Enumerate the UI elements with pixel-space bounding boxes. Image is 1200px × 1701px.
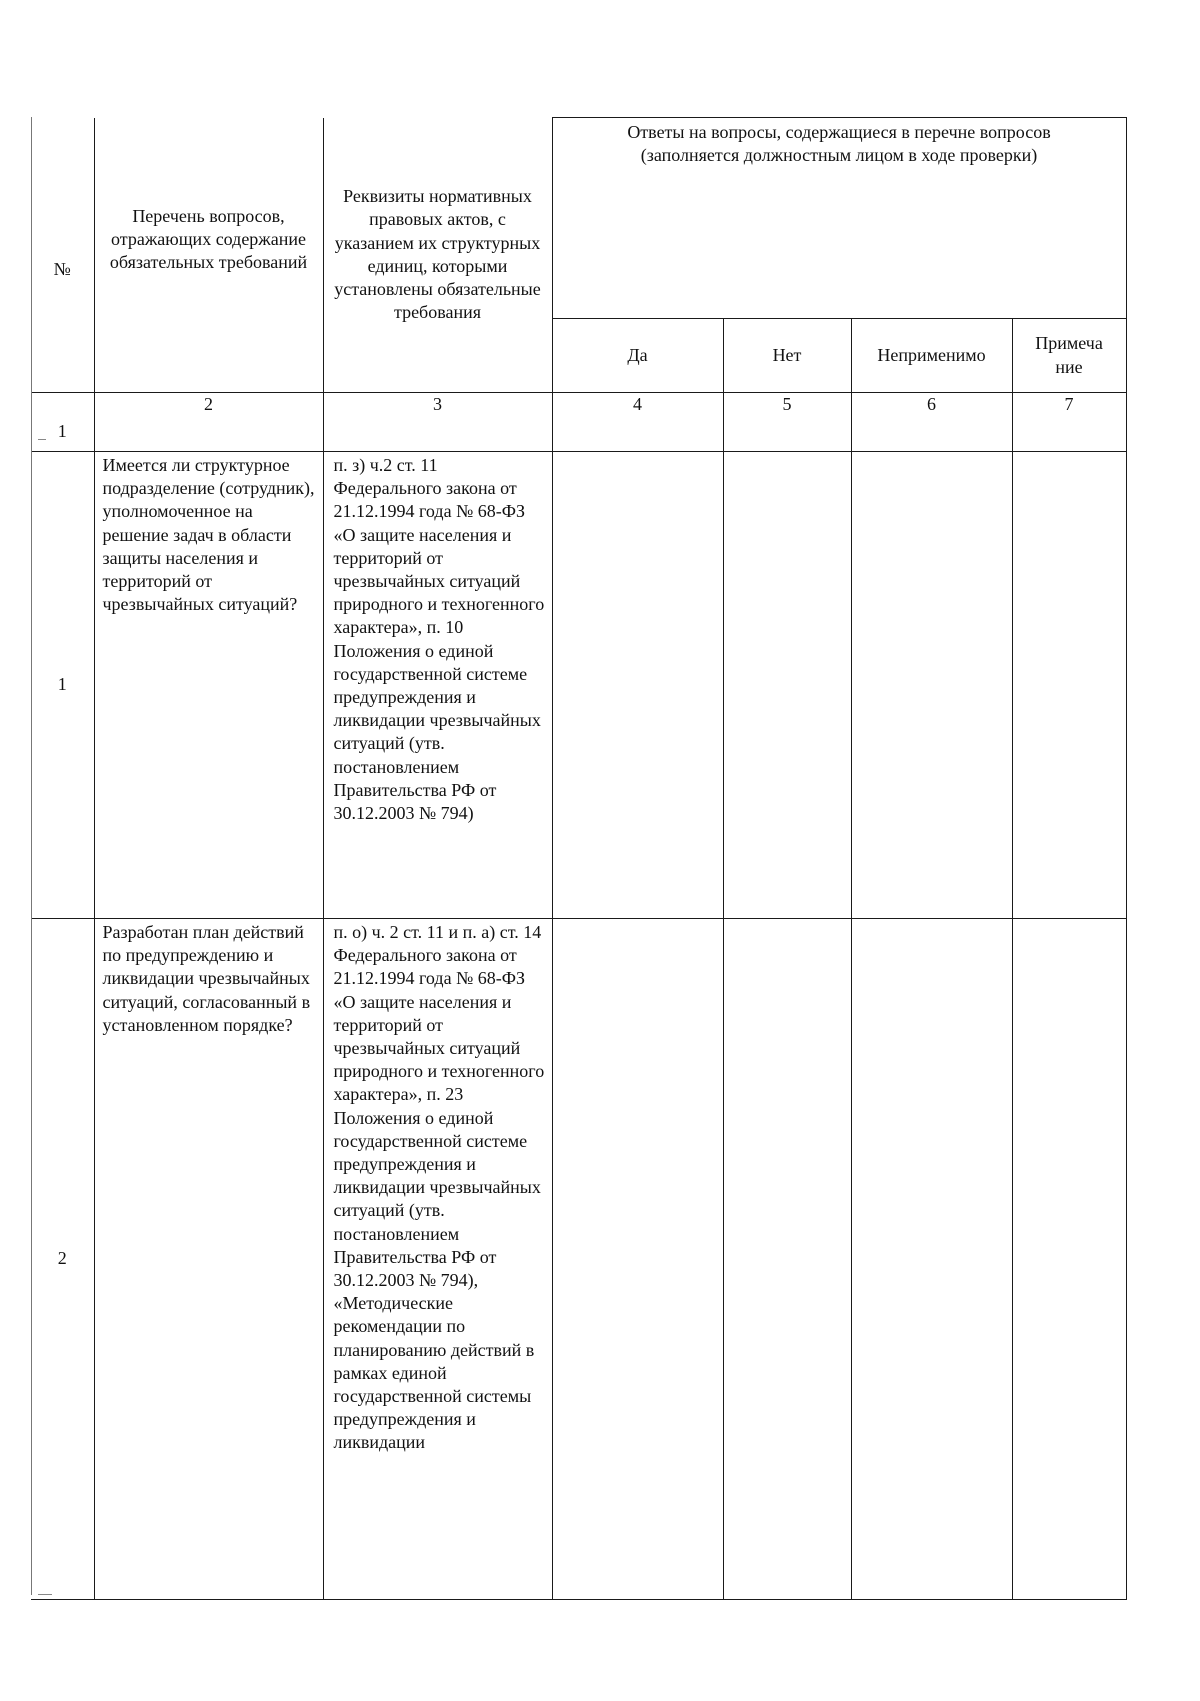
column-number: 1 bbox=[31, 393, 94, 452]
answer-na-cell[interactable] bbox=[851, 919, 1012, 1600]
note-cell[interactable] bbox=[1012, 452, 1126, 919]
header-questions-list: Перечень вопросов, отражающих содержание обязательных требований bbox=[94, 118, 323, 393]
table-row bbox=[31, 452, 1126, 919]
header-answers-group: Ответы на вопросы, содержащиеся в перечне вопросов (заполняется должностным лицом в ходе проверки) bbox=[552, 118, 1126, 319]
column-number: 3 bbox=[323, 393, 552, 452]
column-number: 7 bbox=[1012, 393, 1126, 452]
header-not-applicable: Неприменимо bbox=[851, 319, 1012, 393]
table-row bbox=[31, 919, 1126, 1600]
answer-yes-cell[interactable] bbox=[552, 919, 723, 1600]
question-text: Разработан план действий по предупреждению и ликвидации чрезвычайных ситуаций, согласованный в установленном порядке? bbox=[94, 919, 323, 1600]
requisites-text: п. з) ч.2 ст. 11 Федерального закона от 21.12.1994 года № 68-ФЗ «О защите населения и территорий от чрезвычайных ситуаций природного и техногенного характера», п. 10 Положения о единой государственной системе предупреждения и ликвидации чрезвычайных ситуаций (утв. постановлением Правительства РФ от 30.12.2003 № 794) bbox=[323, 452, 552, 919]
row-number: 1 bbox=[31, 452, 94, 919]
column-number: 4 bbox=[552, 393, 723, 452]
header-no: Нет bbox=[723, 319, 851, 393]
answer-na-cell[interactable] bbox=[851, 452, 1012, 919]
row-number: 2 bbox=[31, 919, 94, 1600]
header-note: Примеча ние bbox=[1012, 319, 1126, 393]
answer-no-cell[interactable] bbox=[723, 452, 851, 919]
column-number: 2 bbox=[94, 393, 323, 452]
scan-artifact bbox=[31, 117, 32, 1595]
scan-artifact bbox=[38, 1594, 52, 1595]
header-legal-requisites: Реквизиты нормативных правовых актов, с указанием их структурных единиц, которыми установлены обязательные требования bbox=[323, 118, 552, 393]
column-number: 5 bbox=[723, 393, 851, 452]
checklist-table bbox=[31, 117, 1127, 1600]
header-number: № bbox=[31, 118, 94, 393]
question-text: Имеется ли структурное подразделение (сотрудник), уполномоченное на решение задач в области защиты населения и территорий от чрезвычайных ситуаций? bbox=[94, 452, 323, 919]
column-number-row bbox=[31, 393, 1126, 452]
note-cell[interactable] bbox=[1012, 919, 1126, 1600]
answer-no-cell[interactable] bbox=[723, 919, 851, 1600]
scan-artifact bbox=[38, 439, 46, 440]
requisites-text: п. о) ч. 2 ст. 11 и п. а) ст. 14 Федерального закона от 21.12.1994 года № 68-ФЗ «О защите населения и территорий от чрезвычайных ситуаций природного и техногенного характера», п. 23 Положения о единой государственной системе предупреждения и ликвидации чрезвычайных ситуаций (утв. постановлением Правительства РФ от 30.12.2003 № 794), «Методические рекомендации по планированию действий в рамках единой государственной системы предупреждения и ликвидации bbox=[323, 919, 552, 1600]
column-number: 6 bbox=[851, 393, 1012, 452]
header-yes: Да bbox=[552, 319, 723, 393]
answer-yes-cell[interactable] bbox=[552, 452, 723, 919]
